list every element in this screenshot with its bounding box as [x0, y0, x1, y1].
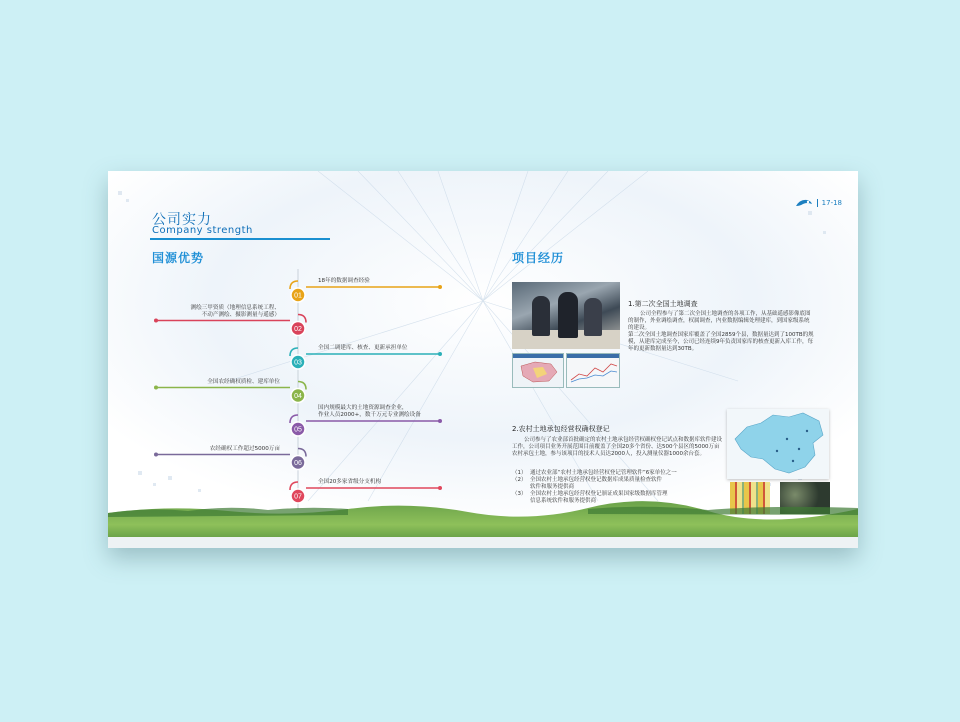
timeline-item-label: 测绘三甲资质（地理信息系统工程、 不动产测绘、摄影测量与遥感）: [190, 304, 280, 318]
page-number: 17-18: [817, 199, 842, 207]
project-2-title: 2.农村土地承包经营权确权登记: [512, 425, 610, 433]
map-screenshot: [512, 353, 564, 388]
list-item: （3） 全国农村土地承包经营权登记颁证成果国家级数据库管理 信息系统软件和服务提供商: [512, 491, 668, 504]
timeline-number: 01: [294, 292, 302, 300]
china-map-image: [727, 409, 829, 479]
timeline-item-label: 18年的数据调查经验: [318, 278, 370, 284]
timeline-item-label: 全国农经确权质检、建库单位: [207, 378, 280, 385]
timeline-item-label: 全国20多家省级分支机构: [318, 479, 382, 485]
timeline-number: 03: [294, 359, 302, 367]
timeline-item-label: 农经确权工作超过5000万亩: [209, 445, 280, 452]
timeline-item-label: 国内规模最大的土地资源调查企业， 作业人员2000+，数千万元专业测绘设备: [318, 405, 421, 418]
timeline-number: 04: [294, 393, 302, 400]
landscape-banner: [108, 499, 858, 548]
project-2-description: 公司参与了农业部首批确定的农村土地承包经营权确权登记试点和数据库软件建设工作，公司项目业务开展范围目前覆盖了全国20多个省份、达500个县区的5000万亩农村承包土地，参与该项目的技术人员达2000人，投入测量仪器1000余台套。: [512, 437, 723, 457]
brochure-spread: [108, 171, 858, 548]
timeline-number: 07: [294, 493, 302, 501]
section-subtitle: Company strength: [152, 225, 253, 236]
timeline-number: 06: [294, 460, 302, 467]
project-1-title: 1.第二次全国土地调查: [628, 300, 698, 308]
section-title: 公司实力: [152, 212, 212, 228]
chart-screenshot: [566, 353, 620, 388]
timeline-item-label: 全国二调建库、核查、更新承担单位: [318, 345, 408, 351]
project-1-description: 公司全程参与了第二次全国土地调查的各项工作，从基础遥感影像底图的制作，外业调绘调查，权属调查，内业数据编辑处理建库，到国家级系统的建设。 第二次全国土地调查国家库覆盖了全国2859个县，数据量达到了100TB的规模，从建库完成至今，公司已经连续9年负责国家库的核查更新入库工作，每年的更新数据量达到30TB。: [628, 311, 814, 352]
list-item: （1） 通过农业部“农村土地承包经营权登记管理软件”6家单位之一: [512, 470, 677, 476]
timeline-number: 05: [294, 426, 302, 434]
advantages-heading: 国源优势: [152, 251, 205, 265]
timeline-number: 02: [294, 326, 302, 333]
meeting-photo: [512, 282, 620, 349]
projects-heading: 项目经历: [512, 251, 565, 265]
list-item: （2） 全国农村土地承包经营权登记数据库成果质量检查软件 软件和服务提供商: [512, 477, 663, 490]
